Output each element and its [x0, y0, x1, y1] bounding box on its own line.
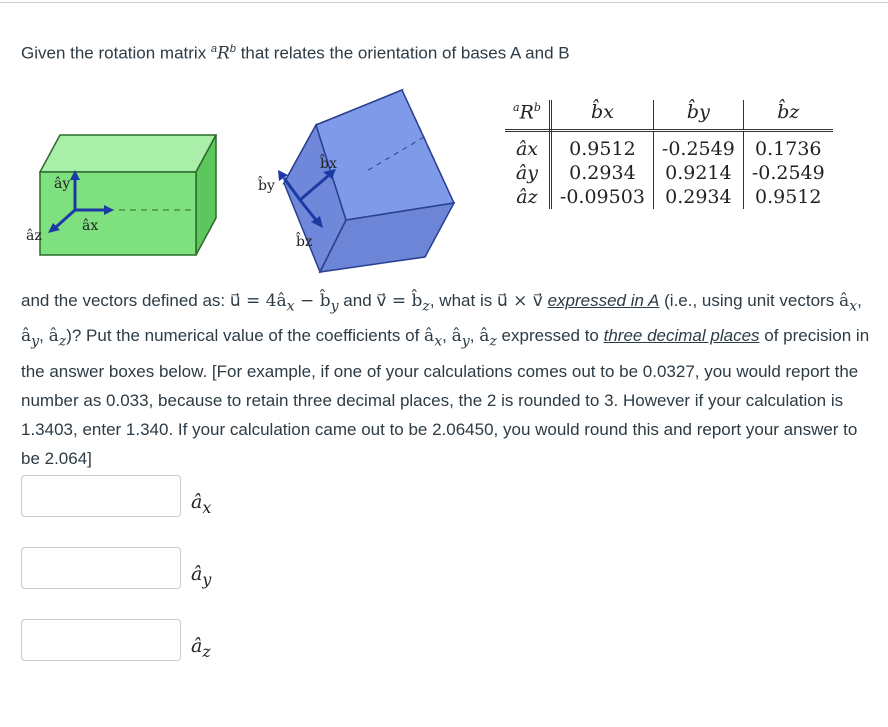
answer-input-ax[interactable] [21, 475, 181, 517]
subscript: z [422, 298, 430, 315]
matrix-cell: 0.1736 [755, 138, 822, 161]
matrix-cell: -0.2549 [653, 131, 743, 162]
corner-sup-a: a [513, 101, 520, 114]
answer-input-az[interactable] [21, 619, 181, 661]
answer-row-ax [21, 474, 211, 518]
matrix-row-ax [505, 131, 833, 162]
body-text: )? Put the numerical value of the coefficients of [66, 326, 425, 346]
subscript: y [31, 333, 40, 350]
row-label-ax: âx [505, 131, 550, 162]
u-vector: u⃗ [229, 291, 241, 311]
body-text: , what is [429, 291, 497, 310]
answer-row-az [21, 618, 211, 662]
three-decimal-emphasis: three decimal places [603, 326, 760, 346]
matrix-corner [505, 100, 550, 131]
label-bx: b̂x [320, 156, 337, 172]
v-vector: v⃗ [376, 291, 387, 311]
unit-ay: â [21, 326, 32, 347]
col-header-bz: b̂z [743, 100, 832, 131]
equation-part: − b̂ [294, 291, 331, 311]
label-sub: y [202, 569, 212, 589]
matrix-cell: 0.2934 [550, 161, 653, 185]
rotation-matrix-table [505, 100, 833, 209]
matrix-row-az [505, 185, 833, 209]
label-az: âz [26, 228, 42, 244]
question-body [21, 286, 871, 473]
subscript: y [461, 333, 470, 350]
matrix-cell: 0.9512 [550, 131, 653, 162]
matrix-cell: 0.9512 [755, 186, 822, 209]
body-text: and the vectors defined as: [21, 291, 230, 310]
label-hat: â [191, 563, 203, 586]
equation-part: = b̂ [386, 291, 423, 311]
matrix-cell: 0.9214 [653, 161, 743, 185]
col-header-by: b̂y [653, 100, 743, 131]
box-a-top [40, 135, 216, 172]
intro-text-before: Given the rotation matrix [21, 43, 211, 63]
answer-row-ay [21, 546, 211, 590]
body-text: and [338, 291, 377, 310]
label-by: b̂y [258, 178, 275, 194]
subscript: x [849, 298, 858, 315]
equation-part: = 4â [240, 291, 287, 311]
matrix-symbol-r: R [217, 43, 230, 64]
top-divider [0, 2, 888, 3]
matrix-cell: -0.2549 [751, 162, 825, 185]
matrix-cell: 0.2934 [653, 185, 743, 209]
comma: , [857, 291, 862, 310]
subscript: y [330, 298, 339, 315]
unit-ay: â [451, 326, 462, 347]
matrix-row-ay [505, 161, 833, 185]
comma: , [442, 326, 452, 346]
matrix-header-row [505, 100, 833, 131]
intro-text-after: that relates the orientation of bases A and B [235, 43, 570, 63]
body-text: of precision in the answer boxes below. [For example, if one of your calculations comes out to be 0.0327, you would report the number as 0.033, because to retain three decimal places, the 2 is rounded to 3. However if your calculation is 1.3403, enter 1.340. If your calculation came out to be 2.06450, you would round this and report your answer to be 2.064] [21, 326, 870, 468]
label-hat: â [191, 635, 203, 658]
comma: , [469, 326, 480, 346]
unit-ax: â [424, 326, 435, 347]
corner-r: R [519, 101, 534, 124]
answer-label-az [191, 635, 211, 661]
label-bz: b̂z [296, 234, 313, 250]
label-ay: ây [54, 176, 71, 192]
body-text: (i.e., using unit vectors [659, 291, 839, 310]
subscript: x [434, 333, 443, 350]
comma: , [39, 326, 49, 346]
matrix-superscript-a: a [210, 43, 218, 55]
expressed-in-a-emphasis: expressed in A [547, 291, 660, 310]
box-a [26, 135, 216, 255]
body-text: expressed to [496, 326, 604, 346]
row-label-az: âz [505, 185, 550, 209]
matrix-superscript-b: b [229, 43, 236, 55]
answer-input-ay[interactable] [21, 547, 181, 589]
subscript: x [286, 298, 295, 315]
unit-az: â [48, 326, 59, 347]
subscript: z [58, 333, 67, 350]
basis-figure [20, 80, 500, 280]
subscript: z [489, 333, 497, 350]
unit-ax: â [838, 291, 850, 311]
label-ax: âx [82, 218, 99, 234]
row-label-ay: ây [505, 161, 550, 185]
answer-label-ay [191, 563, 211, 589]
answer-label-ax [191, 491, 211, 517]
label-sub: z [202, 641, 211, 661]
matrix-cell: -0.09503 [550, 185, 653, 209]
label-hat: â [191, 491, 203, 514]
question-intro [21, 43, 570, 64]
unit-az: â [479, 326, 490, 347]
cross-product: u⃗ × v⃗ [496, 291, 543, 311]
corner-sup-b: b [533, 101, 541, 114]
label-sub: x [202, 497, 212, 517]
box-b [258, 90, 454, 272]
col-header-bx: b̂x [550, 100, 653, 131]
